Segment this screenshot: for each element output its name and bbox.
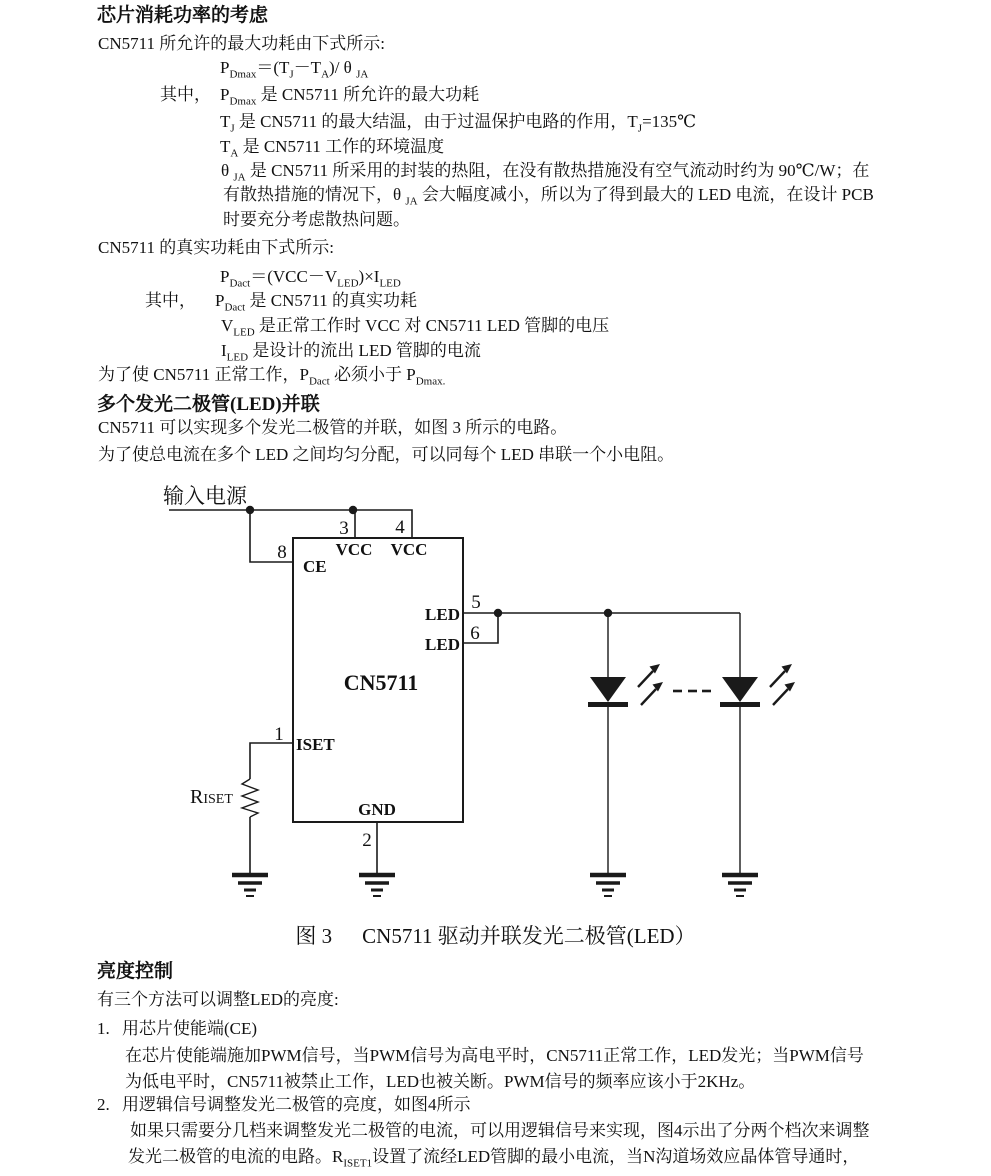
light-emission-arrow — [773, 682, 795, 705]
ground-symbol — [359, 875, 395, 896]
vcc-pin-label: VCC — [335, 540, 373, 559]
section-heading-parallel: 多个发光二极管(LED)并联 — [97, 394, 320, 415]
led6-wire — [463, 613, 498, 643]
pin-number-6: 6 — [470, 623, 480, 644]
riset-label: RISET — [190, 786, 233, 808]
gnd-pin-label: GND — [358, 800, 396, 819]
list-item1-number: 1. — [97, 1019, 110, 1038]
list-item1-body-line1: 在芯片使能端施加PWM信号，当PWM信号为高电平时，CN5711正常工作，LED发光；当PWM信号 — [125, 1046, 864, 1065]
formula-pdmax: $P_{Dmax}=(T_J-T_A)/$ θ $_{JA}$ — [220, 58, 369, 81]
tj-definition: $T_J$ 是 CN5711 的最大结温，由于过温保护电路的作用，$T_J=135℃$ — [220, 112, 697, 135]
list-item2-body-line2: 发光二极管的电流的电路。$R_{ISET1}$设置了流经LED管脚的最小电流，当N沟道场效应晶体管导通时， — [128, 1147, 860, 1170]
parallel-line2: 为了使总电流在多个 LED 之间均匀分配，可以同每个 LED 串联一个小电阻。 — [98, 445, 675, 464]
pin-number-3: 3 — [339, 518, 349, 539]
input-power-wire — [169, 510, 412, 538]
input-power-label: 输入电源 — [163, 484, 247, 508]
pin-number-8: 8 — [277, 542, 287, 563]
vcc-pin-label: VCC — [390, 540, 428, 559]
section-heading-power: 芯片消耗功率的考虑 — [97, 5, 269, 26]
figure3-circuit-diagram — [130, 478, 990, 918]
figure3-caption — [0, 920, 991, 950]
power-intro-line: CN5711 所允许的最大功耗由下式所示: — [98, 34, 385, 53]
junction-dot — [494, 609, 502, 617]
ce-pin-label: CE — [303, 557, 327, 576]
power-conclusion: 为了使 CN5711 正常工作，$P_{Dact}$ 必须小于 $P_{Dmax.}$ — [98, 365, 446, 388]
led-pin-label: LED — [425, 605, 460, 624]
pdact-definition: $P_{Dact}$ 是 CN5711 的真实功耗 — [215, 291, 417, 314]
iset-pin-label: ISET — [296, 735, 335, 754]
ground-symbol — [722, 875, 758, 896]
light-emission-arrow — [641, 682, 663, 705]
ground-symbol — [590, 875, 626, 896]
led-pin-label: LED — [425, 635, 460, 654]
junction-dot — [349, 506, 357, 514]
ta-definition: $T_A$ 是 CN5711 工作的环境温度 — [220, 137, 445, 160]
actual-power-intro: CN5711 的真实功耗由下式所示: — [98, 238, 334, 257]
pin-number-4: 4 — [395, 517, 405, 538]
pin-number-2: 2 — [362, 830, 372, 851]
ground-symbol — [232, 875, 268, 896]
theta-definition-line3: 时要充分考虑散热问题。 — [223, 210, 410, 229]
brightness-intro: 有三个方法可以调整LED的亮度: — [97, 990, 339, 1009]
iled-definition: $I_{LED}$ 是设计的流出 LED 管脚的电流 — [221, 341, 481, 364]
pdmax-definition: $P_{Dmax}$ 是 CN5711 所允许的最大功耗 — [220, 85, 480, 108]
section-heading-brightness: 亮度控制 — [97, 961, 174, 982]
where2-label: 其中， — [145, 291, 196, 310]
led-symbol — [720, 677, 760, 707]
formula-pdact: $P_{Dact}=(VCC-V_{LED})\times I_{LED}$ — [220, 267, 401, 290]
list-item2-title: 用逻辑信号调整发光二极管的亮度，如图4所示 — [122, 1095, 471, 1114]
figure3-caption-text: CN5711 驱动并联发光二极管(LED） — [362, 924, 696, 948]
vled-definition: $V_{LED}$ 是正常工作时 VCC 对 CN5711 LED 管脚的电压 — [221, 316, 610, 339]
pin-number-5: 5 — [471, 592, 481, 613]
list-item2-number: 2. — [97, 1095, 110, 1114]
where1-label: 其中， — [160, 85, 211, 104]
list-item2-body-line1: 如果只需要分几档来调整发光二极管的电流，可以用逻辑信号来实现，图4示出了分两个档次来调整 — [130, 1121, 870, 1140]
parallel-line1: CN5711 可以实现多个发光二极管的并联，如图 3 所示的电路。 — [98, 418, 568, 437]
pin-number-1: 1 — [274, 724, 284, 745]
theta-definition-line1: θ $_{JA}$ 是 CN5711 所采用的封装的热阻，在没有散热措施没有空气流动时约为 90℃/W；在 — [221, 161, 870, 184]
chip-name-label: CN5711 — [343, 670, 419, 695]
list-item1-body-line2: 为低电平时，CN5711被禁止工作，LED也被关断。PWM信号的频率应该小于2KHz。 — [125, 1072, 756, 1091]
theta-definition-line2: 有散热措施的情况下，θ $_{JA}$ 会大幅度减小，所以为了得到最大的 LED 电流，在设计 PCB — [223, 185, 874, 208]
figure3-caption-number: 图 3 — [295, 924, 333, 948]
led-symbol — [588, 677, 628, 707]
iset-wire — [250, 743, 293, 779]
list-item1-title: 用芯片使能端(CE) — [122, 1019, 258, 1038]
resistor-symbol — [242, 779, 258, 817]
